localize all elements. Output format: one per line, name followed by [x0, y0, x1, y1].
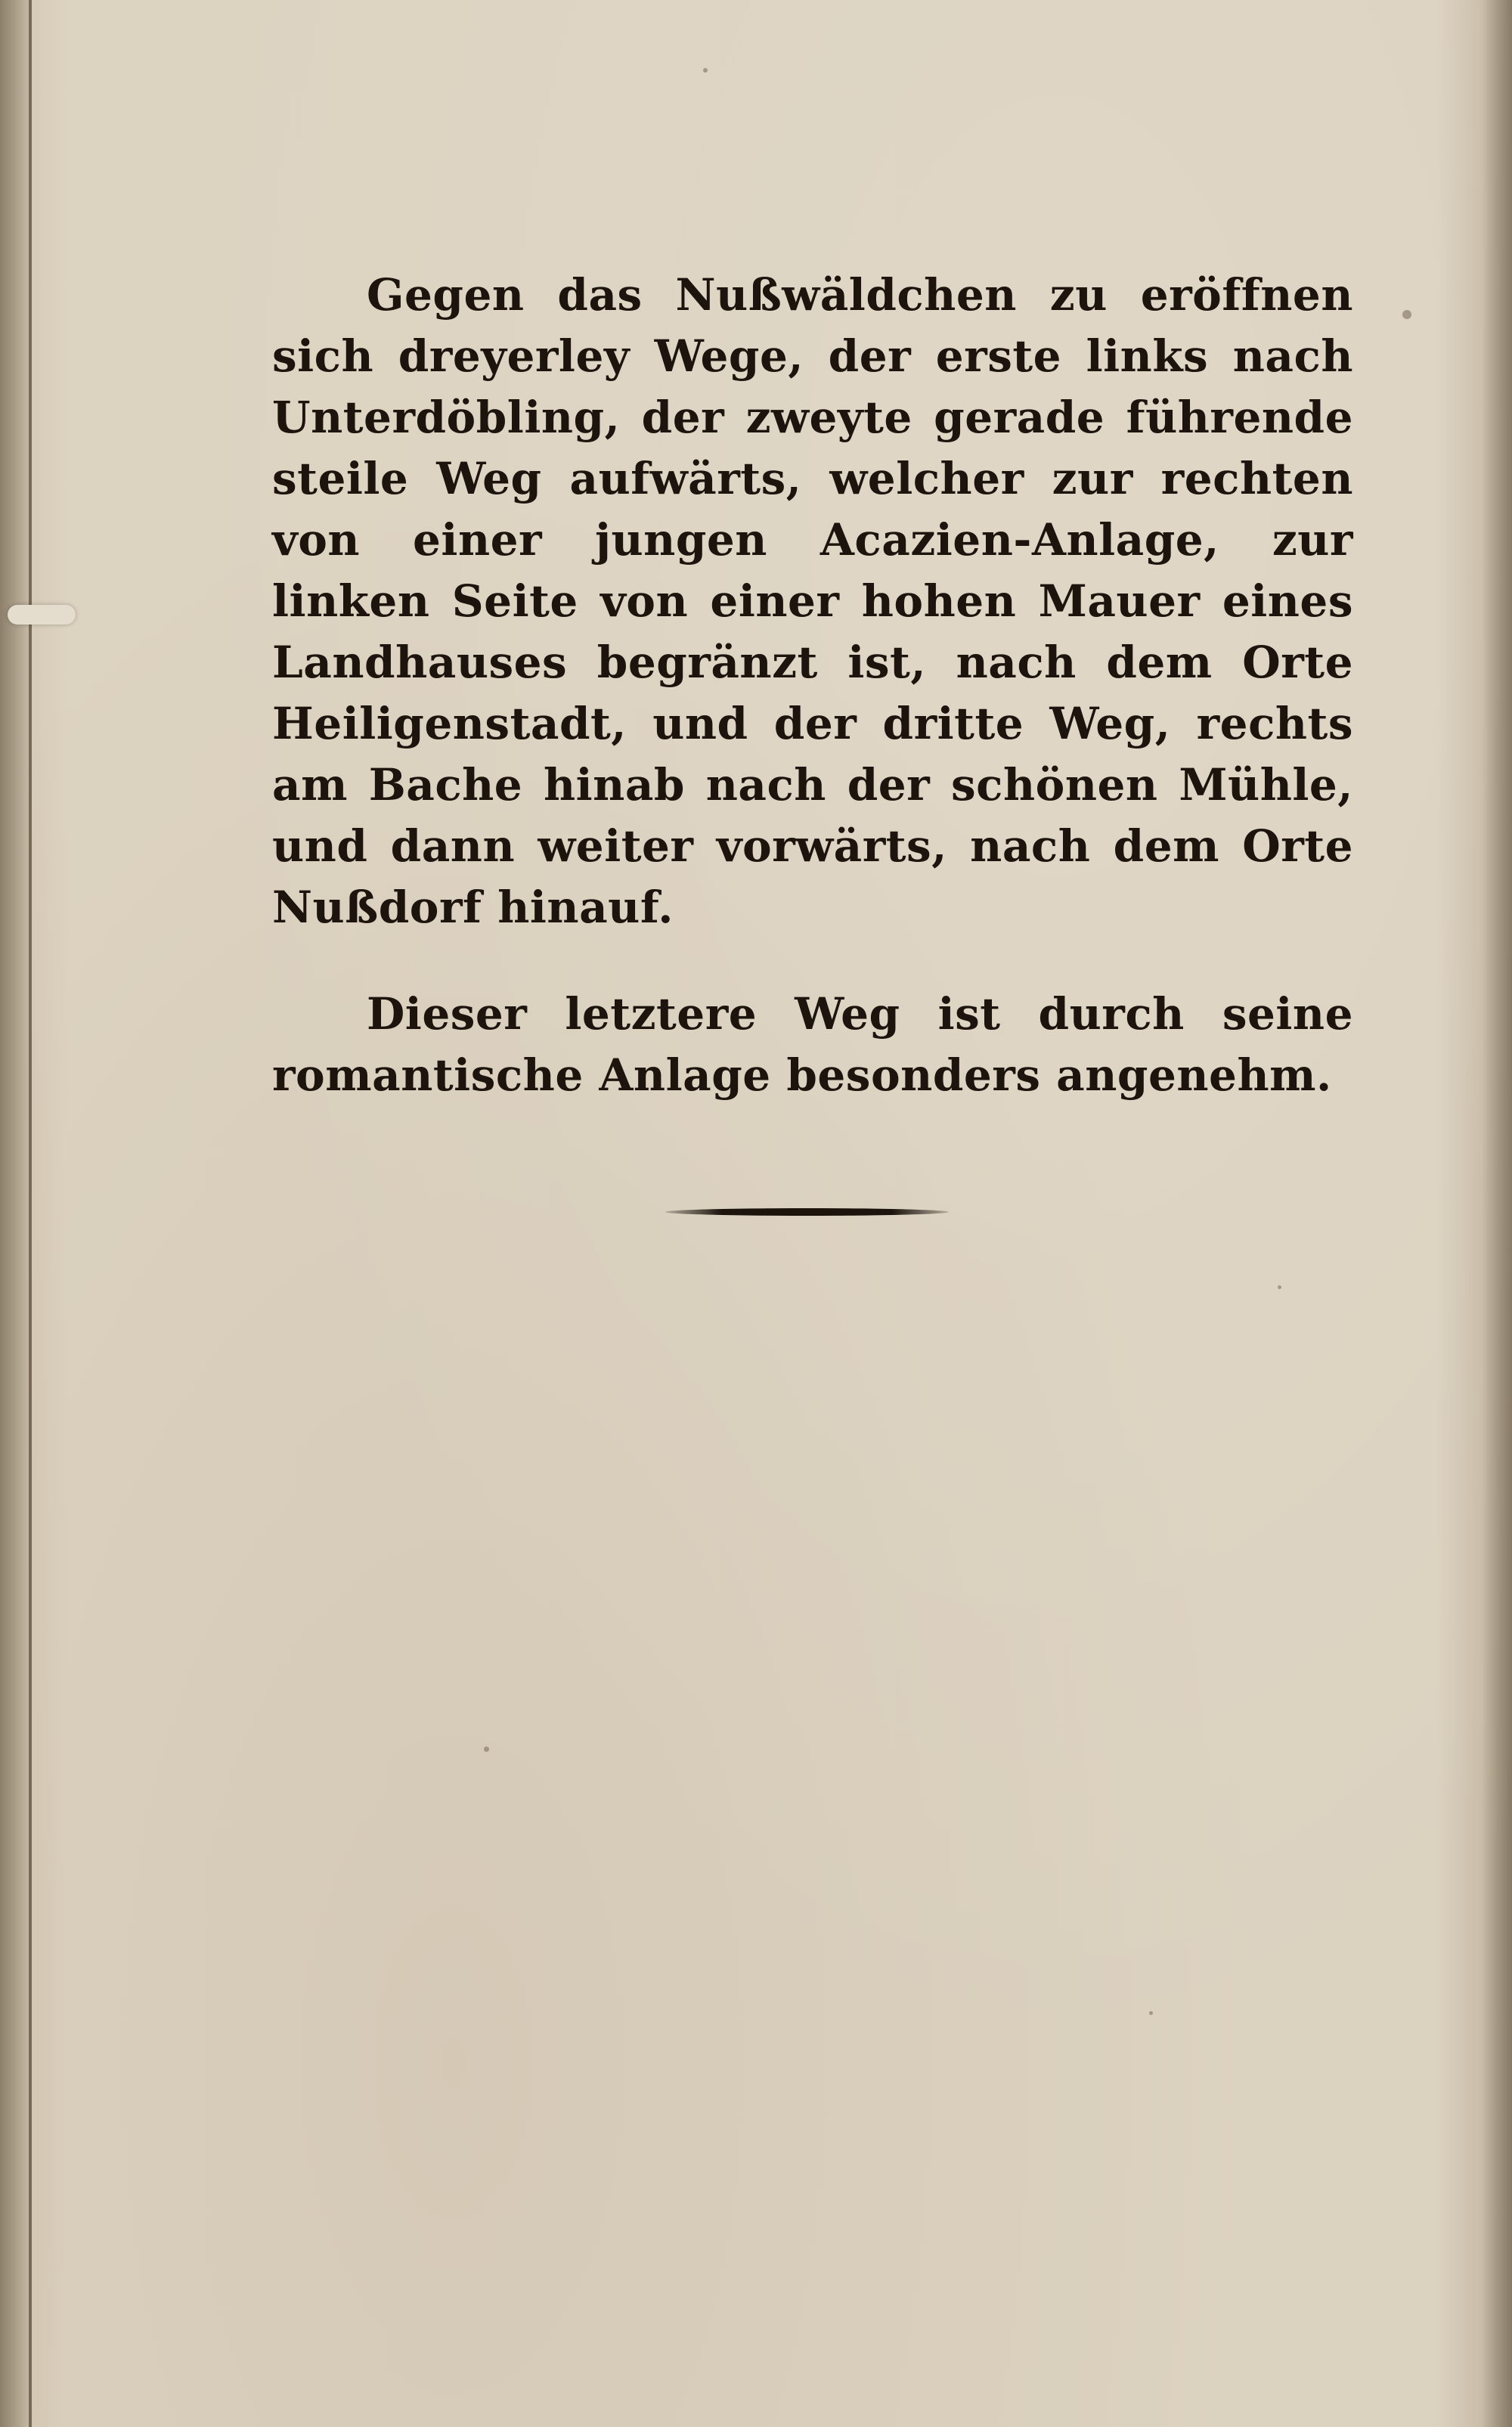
binding-edge-line	[29, 0, 32, 2427]
book-gutter	[0, 0, 29, 2427]
page-edge-shadow	[1482, 0, 1512, 2427]
paper-speck	[703, 68, 708, 73]
paper-speck	[1402, 310, 1411, 319]
paper-speck	[1278, 1285, 1281, 1289]
closing-rule	[665, 1208, 949, 1216]
body-text	[272, 265, 1353, 1106]
paper-speck	[1149, 2011, 1153, 2015]
binding-stitch	[8, 605, 76, 625]
paragraph-romantic-path: Dieser letztere Weg ist durch seine romantische Anlage besonders angenehm.	[272, 988, 1353, 1101]
paragraph-routes: Gegen das Nußwäldchen zu eröffnen sich dreyerley Wege, der erste links nach Unterdöbling, der zweyte gerade führende steile Weg aufwärts, welcher zur rechten von einer jungen Acazien-Anlage, zur linken Seite von einer hohen Mauer eines Landhauses begränzt ist, nach dem Orte Heiligenstadt, und der dritte Weg, rechts am Bache hinab nach der schönen Mühle, und dann weiter vorwärts, nach dem Orte Nußdorf hinauf.	[272, 269, 1353, 933]
paper-speck	[484, 1747, 489, 1752]
